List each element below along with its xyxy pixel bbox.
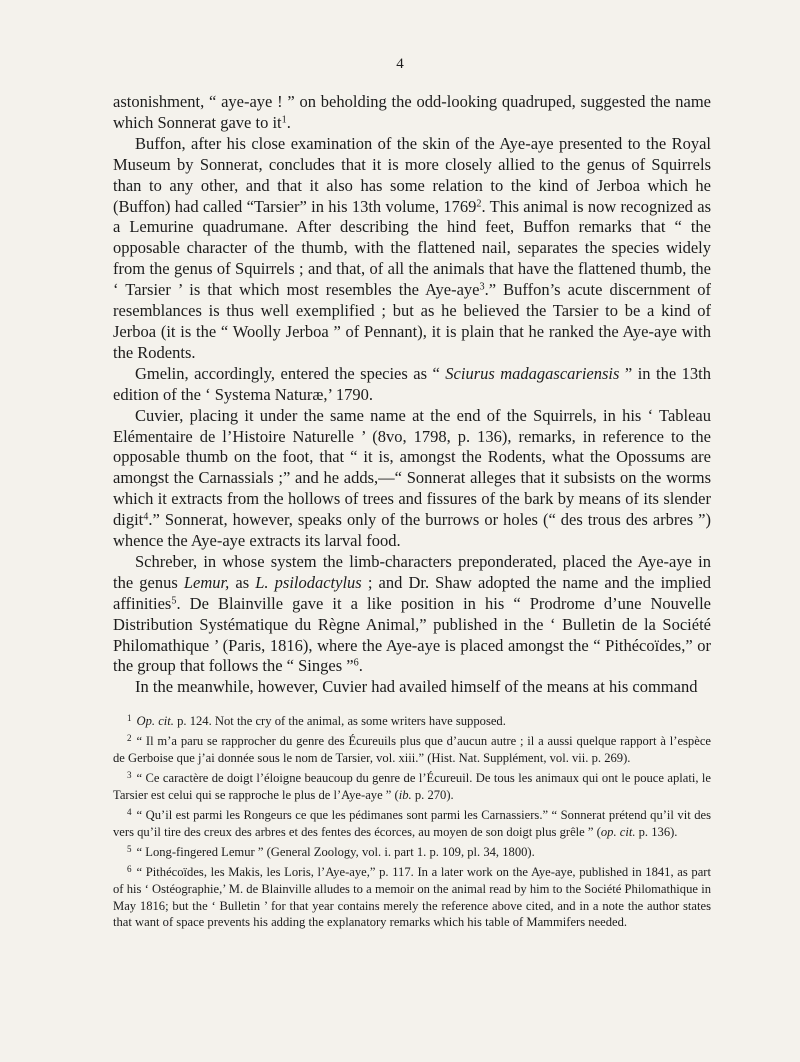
paragraph	[113, 92, 711, 134]
italic-text: L. psilodactylus	[255, 572, 362, 592]
paragraph	[113, 134, 711, 364]
text-run: Schreber, in whose system the limb-characters preponderated, placed the Aye-aye in the genus	[113, 551, 711, 592]
footnote	[113, 861, 711, 932]
footnote-marker: 4	[127, 806, 132, 817]
italic-text: ib.	[398, 787, 412, 802]
text-run: “ Long-fingered Lemur ” (General Zoology, vol. i. part 1. p. 109, pl. 34, 1800).	[136, 844, 535, 859]
footnote-reference: 6	[353, 657, 359, 669]
italic-text: Sciurus madagascariensis	[445, 363, 620, 383]
footnote-reference: 1	[281, 114, 287, 126]
text-run: ” in the 13th edition of the ‘ Systema Naturæ,’ 1790.	[113, 363, 711, 404]
text-run: ; and Dr. Shaw adopted the name and the implied affinities	[113, 572, 711, 613]
text-run: p. 136).	[635, 824, 678, 839]
footnote	[113, 730, 711, 767]
text-run: “ Pithécoïdes, les Makis, les Loris, l’Aye-aye,” p. 117. In a later work on the Aye-aye, published in 1841, as part of his ‘ Ostéographie,’ M. de Blainville alludes to a memoir on the animal read by him to the Société Philomathique in May 1816; but the ‘ Bulletin ’ for that year contains merely the reference above cited, and in a note the author states that want of space prevents his adding the explanatory remarks which his table of Mammifers needed.	[113, 864, 711, 930]
footnote	[113, 710, 711, 730]
text-run: p. 124. Not the cry of the animal, as some writers have supposed.	[173, 714, 506, 729]
text-run: “ Ce caractère de doigt l’éloigne beaucoup du genre de l’Écureuil. De tous les animaux qui ont le pouce aplati, le Tarsier est celui qui se rapproche le plus de l’Aye-aye ” (	[113, 770, 711, 802]
text-run: Buffon, after his close examination of the skin of the Aye-aye presented to the Royal Museum by Sonnerat, concludes that it is more closely allied to the genus of Squirrels than to any other, and that it also has some relation to the kind of Jerboa which he (Buffon) had called “Tarsier” in his 13th volume, 1769	[113, 133, 711, 216]
text-run: .” Buffon’s acute discernment of resemblances is thus well exemplified ; but as he believed the Tarsier to be a kind of Jerboa (it is the “ Woolly Jerboa ” of Pennant), it is plain that he ranked the Aye-aye with the Rodents.	[113, 280, 711, 362]
footnote	[113, 841, 711, 861]
text-run: . De Blainville gave it a like position in his “ Prodrome d’une Nouvelle Distribution Systématique du Règne Animal,” published in the ‘ Bulletin de la Société Philomathique ’ (Paris, 1816), where the Aye-aye is placed amongst the “ Pithécoïdes,” or the group that follows the “ Singes ”	[113, 593, 711, 676]
footnote-marker: 3	[127, 769, 132, 780]
paragraph	[113, 406, 711, 552]
text-run: In the meanwhile, however, Cuvier had availed himself of the means at his command	[135, 677, 698, 697]
footnote-marker: 1	[127, 713, 132, 723]
italic-text: Op. cit.	[136, 714, 174, 729]
footnote-marker: 6	[127, 863, 132, 874]
text-run: as	[229, 572, 256, 592]
text-run: .	[358, 656, 363, 676]
footnote-reference: 2	[476, 197, 482, 209]
footnotes	[113, 710, 711, 931]
paragraph	[113, 677, 711, 698]
footnote-reference: 5	[171, 595, 177, 607]
paragraph	[113, 364, 711, 406]
page-number: 4	[396, 56, 404, 72]
main-text	[113, 92, 711, 698]
footnote-reference: 3	[479, 281, 485, 293]
footnote-marker: 2	[127, 732, 132, 743]
text-run: astonishment, “ aye-aye ! ” on beholding the odd-looking quadruped, suggested the name which Sonnerat gave to it	[113, 92, 711, 132]
footnote	[113, 804, 711, 841]
italic-text: op. cit.	[600, 824, 636, 839]
text-run: “ Il m’a paru se rapprocher du genre des Écureuils plus que d’aucun autre ; il a aussi quelque rapport à l’espèce de Gerboise que j’ai donnée sous le nom de Tarsier, vol. xiii.” (Hist. Nat. Supplément, vol. vii. p. 269).	[113, 734, 711, 765]
text-run: .	[286, 112, 291, 132]
text-run: p. 270).	[411, 787, 454, 802]
footnote-marker: 5	[127, 843, 132, 854]
text-run: . This animal is now recognized as a Lemurine quadrumane. After describing the hind feet, Buffon remarks that “ the opposable character of the thumb, with the flattened nail, separates the species widely from the genus of Squirrels ; and that, of all the animals that have the flattened thumb, the ‘ Tarsier ’ is that which most resembles the Aye-aye	[113, 196, 711, 300]
text-run: Cuvier, placing it under the same name at the end of the Squirrels, in his ‘ Tableau Elémentaire de l’Histoire Naturelle ’ (8vo, 1798, p. 136), remarks, in reference to the opposable thumb on the foot, that “ it is, amongst the Rodents, what the Opossums are amongst the Carnassials ;” and he adds,—“ Sonnerat alleges that it subsists on the worms which it extracts from the hollows of trees and fissures of the bark by means of its slender digit	[113, 405, 711, 530]
text-run: “ Qu’il est parmi les Rongeurs ce que les pédimanes sont parmi les Carnassiers.” “ Sonnerat prétend qu’il vit des vers qu’il tire des creux des arbres et des fentes des écorces, au moyen de son doigt plus grêle ” (	[113, 807, 711, 839]
paragraph	[113, 552, 711, 677]
footnote	[113, 767, 711, 804]
text-run: Gmelin, accordingly, entered the species as “	[135, 363, 446, 383]
text-run: .” Sonnerat, however, speaks only of the burrows or holes (“ des trous des arbres ”) whence the Aye-aye extracts its larval food.	[113, 510, 711, 551]
italic-text: Lemur,	[183, 572, 230, 592]
footnote-reference: 4	[143, 511, 149, 523]
